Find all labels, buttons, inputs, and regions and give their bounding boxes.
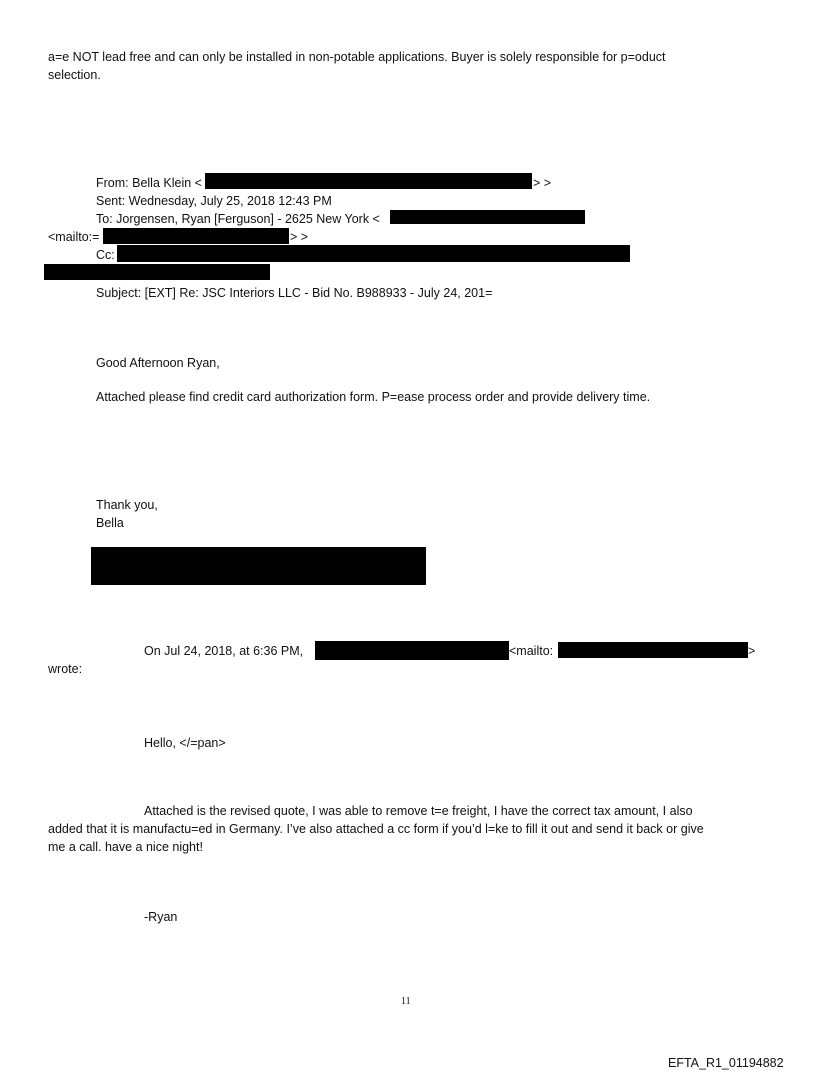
quoted-signature: -Ryan bbox=[144, 910, 178, 924]
quoted-body-line-1: Attached is the revised quote, I was able to remove t=e freight, I have the correct tax amount, I also bbox=[144, 804, 693, 818]
quoted-mailto: <mailto: bbox=[509, 644, 554, 658]
redaction-to-email bbox=[390, 210, 585, 224]
quoted-body-line-3: me a call. have a nice night! bbox=[48, 840, 203, 854]
document-id: EFTA_R1_01194882 bbox=[668, 1056, 784, 1070]
redaction-cc-2 bbox=[44, 264, 270, 280]
quoted-wrote: wrote: bbox=[48, 662, 83, 676]
quoted-on-line: On Jul 24, 2018, at 6:36 PM, bbox=[144, 644, 304, 658]
quoted-hello: Hello, </=pan> bbox=[144, 736, 226, 750]
intro-line-1: a=e NOT lead free and can only be installed in non-potable applications. Buyer is solely responsible for p=oduct bbox=[48, 50, 666, 64]
redaction-quoted-sender bbox=[315, 641, 509, 660]
header-to: To: Jorgensen, Ryan [Ferguson] - 2625 New York < bbox=[96, 212, 380, 226]
redaction-cc-1 bbox=[117, 245, 630, 262]
intro-line-2: selection. bbox=[48, 68, 101, 82]
redaction-signature bbox=[91, 547, 426, 585]
reply-greeting: Good Afternoon Ryan, bbox=[96, 356, 220, 370]
page-number: 11 bbox=[401, 996, 411, 1007]
redaction-quoted-email bbox=[558, 642, 748, 658]
header-mailto: <mailto:= bbox=[48, 230, 100, 244]
redaction-mailto bbox=[103, 228, 289, 244]
quoted-mailto-end: > bbox=[748, 644, 756, 658]
header-sent: Sent: Wednesday, July 25, 2018 12:43 PM bbox=[96, 194, 332, 208]
header-mailto-end: > > bbox=[290, 230, 309, 244]
header-cc: Cc: bbox=[96, 248, 115, 262]
header-subject: Subject: [EXT] Re: JSC Interiors LLC - Bid No. B988933 - July 24, 201= bbox=[96, 286, 493, 300]
reply-body: Attached please find credit card authorization form. P=ease process order and provide delivery time. bbox=[96, 390, 651, 404]
quoted-body-line-2: added that it is manufactu=ed in Germany. I’ve also attached a cc form if you’d l=ke to fill it out and send it back or give bbox=[48, 822, 704, 836]
header-from-end: > > bbox=[533, 176, 552, 190]
redaction-from-email bbox=[205, 173, 532, 189]
reply-name: Bella bbox=[96, 516, 124, 530]
header-from: From: Bella Klein < bbox=[96, 176, 202, 190]
reply-thanks: Thank you, bbox=[96, 498, 158, 512]
